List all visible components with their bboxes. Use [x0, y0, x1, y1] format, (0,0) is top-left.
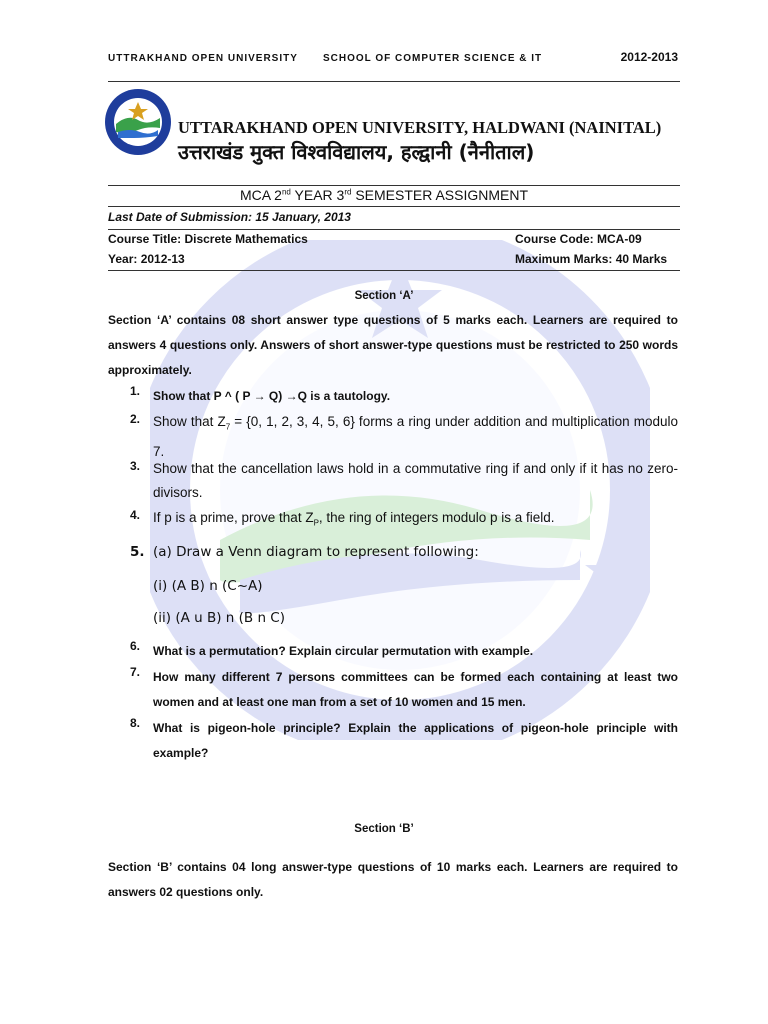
question-number: 2.	[130, 412, 141, 426]
question-text: Show that $Z_7 = \{0$, 1, 2, 3, 4, 5, 6} forms a ring under addition and multiplication modulo 7.	[153, 414, 678, 459]
question-number: 3.	[130, 459, 141, 473]
section-b-intro: Section ‘B’ contains 04 long answer-type questions of 10 marks each. Learners are required to answers 02 questions only.	[108, 860, 678, 899]
masthead-divider	[108, 185, 680, 186]
question-number: 7.	[130, 665, 141, 679]
date-divider	[108, 229, 680, 230]
question-number: 5.	[130, 544, 145, 560]
header-university: UTTRAKHAND OPEN UNIVERSITY	[108, 53, 298, 64]
header-divider	[108, 81, 680, 82]
academic-year: Year: 2012-13	[108, 252, 185, 266]
assignment-title: MCA 2nd YEAR 3rd SEMESTER ASSIGNMENT	[239, 187, 529, 203]
question-text: What is pigeon-hole principle? Explain the applications of pigeon-hole principle with example?	[153, 721, 678, 760]
header-year: 2012-2013	[620, 50, 678, 64]
page-header	[108, 50, 678, 70]
question-number: 6.	[130, 639, 141, 653]
section-a-intro: Section ‘A’ contains 08 short answer type questions of 5 marks each. Learners are required to answers 4 questions only. Answers of short answer-type questions must be restricted to 250 words approximately.	[108, 313, 678, 377]
question-text: What is a permutation? Explain circular permutation with example.	[153, 644, 534, 658]
question-5-part-i: (i) (A B) n (C~A)	[153, 578, 263, 594]
question-number: 1.	[130, 384, 141, 398]
title-divider	[108, 206, 680, 207]
section-b-heading: Section ‘B’	[354, 823, 414, 835]
university-name-hindi: उत्तराखंड मुक्त विश्वविद्यालय, हल्द्वानी (नैनीताल)	[178, 140, 535, 164]
info-divider	[108, 270, 680, 271]
question-number: 8.	[130, 716, 141, 730]
course-title: Course Title: Discrete Mathematics	[108, 232, 308, 246]
university-name-english: UTTARAKHAND OPEN UNIVERSITY, HALDWANI (NAINITAL)	[178, 118, 662, 137]
university-logo	[104, 88, 172, 156]
maximum-marks: Maximum Marks: 40 Marks	[515, 252, 668, 266]
question-5-part-ii: (ii) (A u B) n (B n C)	[153, 610, 285, 626]
question-text: Show that P ^ ( P → Q) →Q is a tautology.	[153, 389, 391, 403]
question-text: (a) Draw a Venn diagram to represent following:	[153, 544, 479, 560]
header-school: SCHOOL OF COMPUTER SCIENCE & IT	[323, 53, 543, 64]
question-number: 4.	[130, 508, 141, 522]
last-date-of-submission: Last Date of Submission: 15 January, 2013	[108, 210, 351, 224]
question-text: If p is a prime, prove that $Z_P$, the ring of integers modulo p is a field.	[153, 510, 555, 528]
question-text: How many different 7 persons committees can be formed each containing at least two women and at least one man from a set of 10 women and 15 men.	[153, 670, 678, 709]
course-code: Course Code: MCA-09	[515, 232, 642, 246]
section-a-heading: Section ‘A’	[354, 290, 414, 302]
question-text: Show that the cancellation laws hold in a commutative ring if and only if it has no zero-divisors.	[153, 461, 678, 500]
